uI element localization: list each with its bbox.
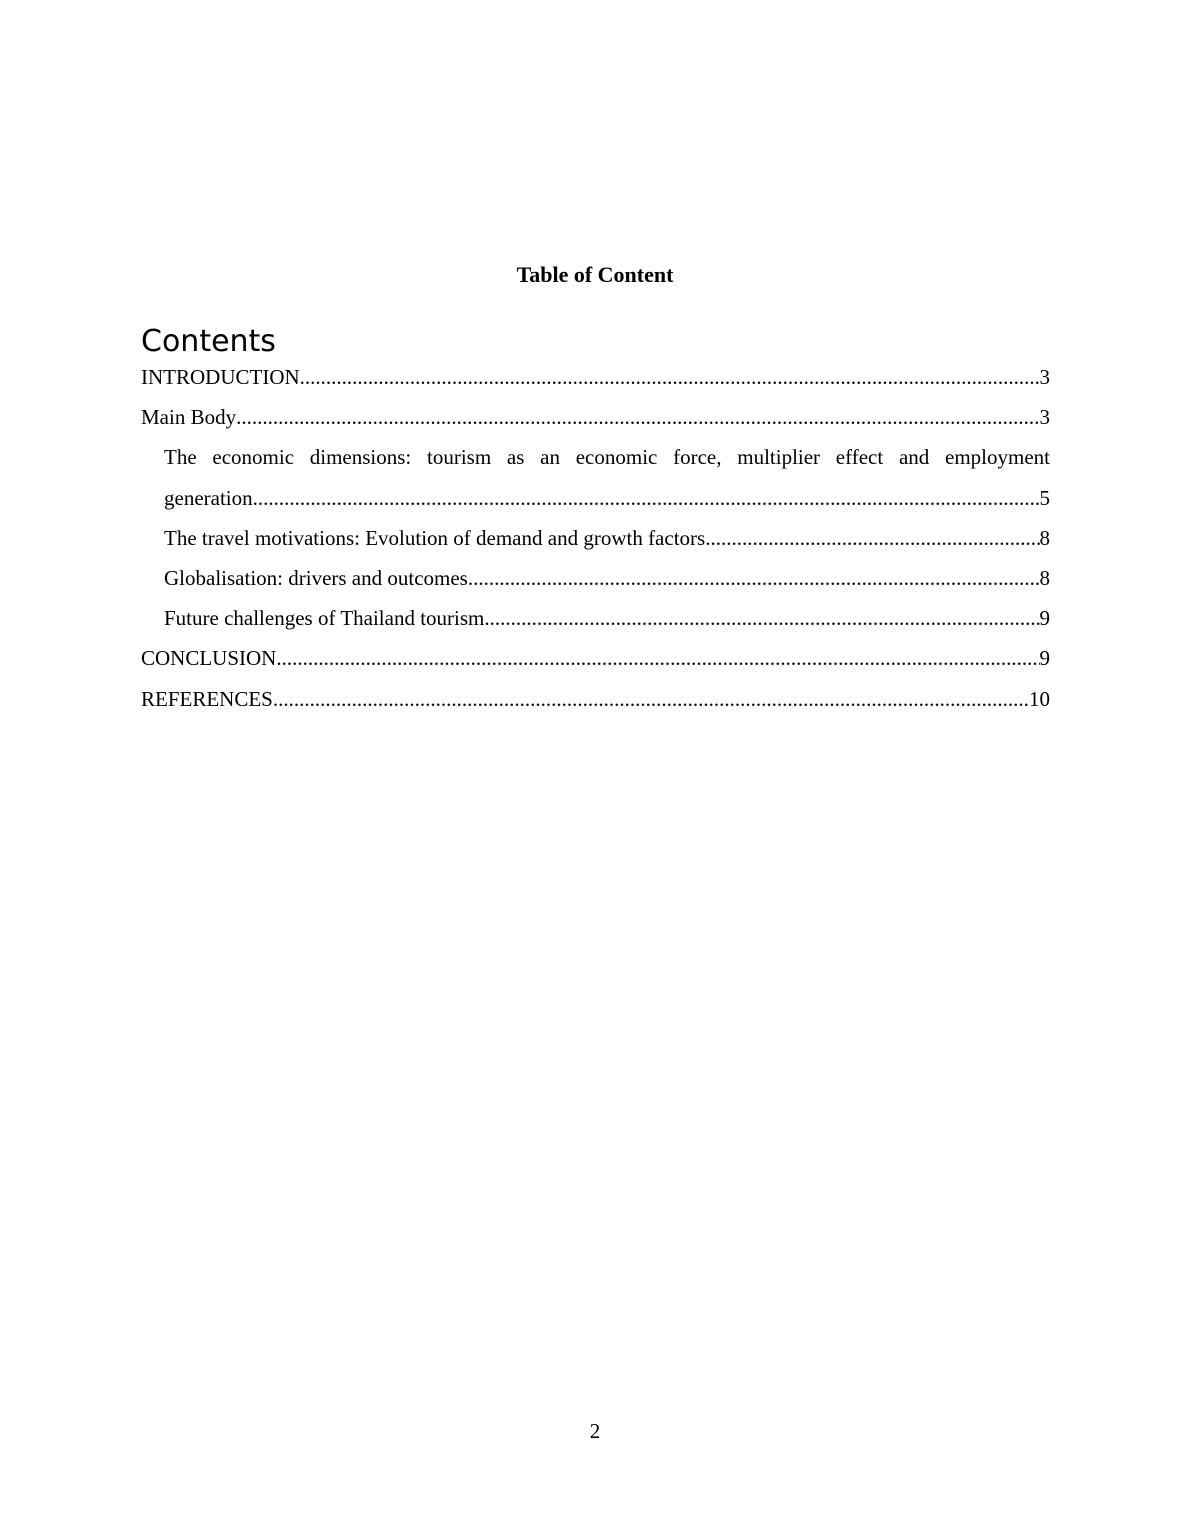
toc-entry-page: 9 [1039,646,1050,671]
toc-leader-dots [484,598,1039,638]
toc-entry-title-line1: The economic dimensions: tourism as an economic force, multiplier effect and employment [164,445,1050,470]
toc-leader-dots [468,558,1040,598]
toc-entry-travel-motivations[interactable] [141,518,1050,558]
toc-entry-page: 10 [1029,686,1050,711]
toc-entry-title: INTRODUCTION [141,365,300,389]
toc-entry-page: 8 [1039,525,1050,550]
page-number: 2 [589,1419,601,1443]
toc-leader-dots [273,679,1029,719]
toc-entry-page: 8 [1039,566,1050,591]
toc-entry-page: 5 [1039,485,1050,510]
toc-entry-globalisation[interactable] [141,558,1050,598]
toc-leader-dots [705,518,1039,558]
toc-entry-introduction[interactable] [141,357,1050,397]
toc-leader-dots [236,397,1039,437]
toc-entry-page: 3 [1039,365,1050,389]
toc-entry-page: 9 [1039,606,1050,631]
toc-entry-references[interactable] [141,679,1050,719]
toc-entry-future-challenges[interactable] [141,598,1050,638]
toc-entry-economic-dimensions[interactable] [141,437,1050,517]
toc-entry-title: The travel motivations: Evolution of demand and growth factors [164,525,706,550]
toc-leader-dots [276,638,1039,678]
toc-entry-title: Main Body [141,405,237,430]
page-title: Table of Content [516,262,674,287]
toc-entry-page: 3 [1039,405,1050,430]
table-of-contents [141,357,1050,719]
toc-entry-title: Globalisation: drivers and outcomes [164,566,468,591]
toc-leader-dots [253,478,1040,518]
toc-entry-conclusion[interactable] [141,638,1050,678]
toc-leader-dots [300,357,1040,397]
toc-entry-title: REFERENCES [141,686,273,711]
toc-entry-title-line2: generation [164,485,253,510]
toc-entry-title: CONCLUSION [141,646,277,671]
contents-heading: Contents [141,324,276,359]
toc-entry-title: Future challenges of Thailand tourism [164,606,485,631]
toc-entry-main-body[interactable] [141,397,1050,437]
